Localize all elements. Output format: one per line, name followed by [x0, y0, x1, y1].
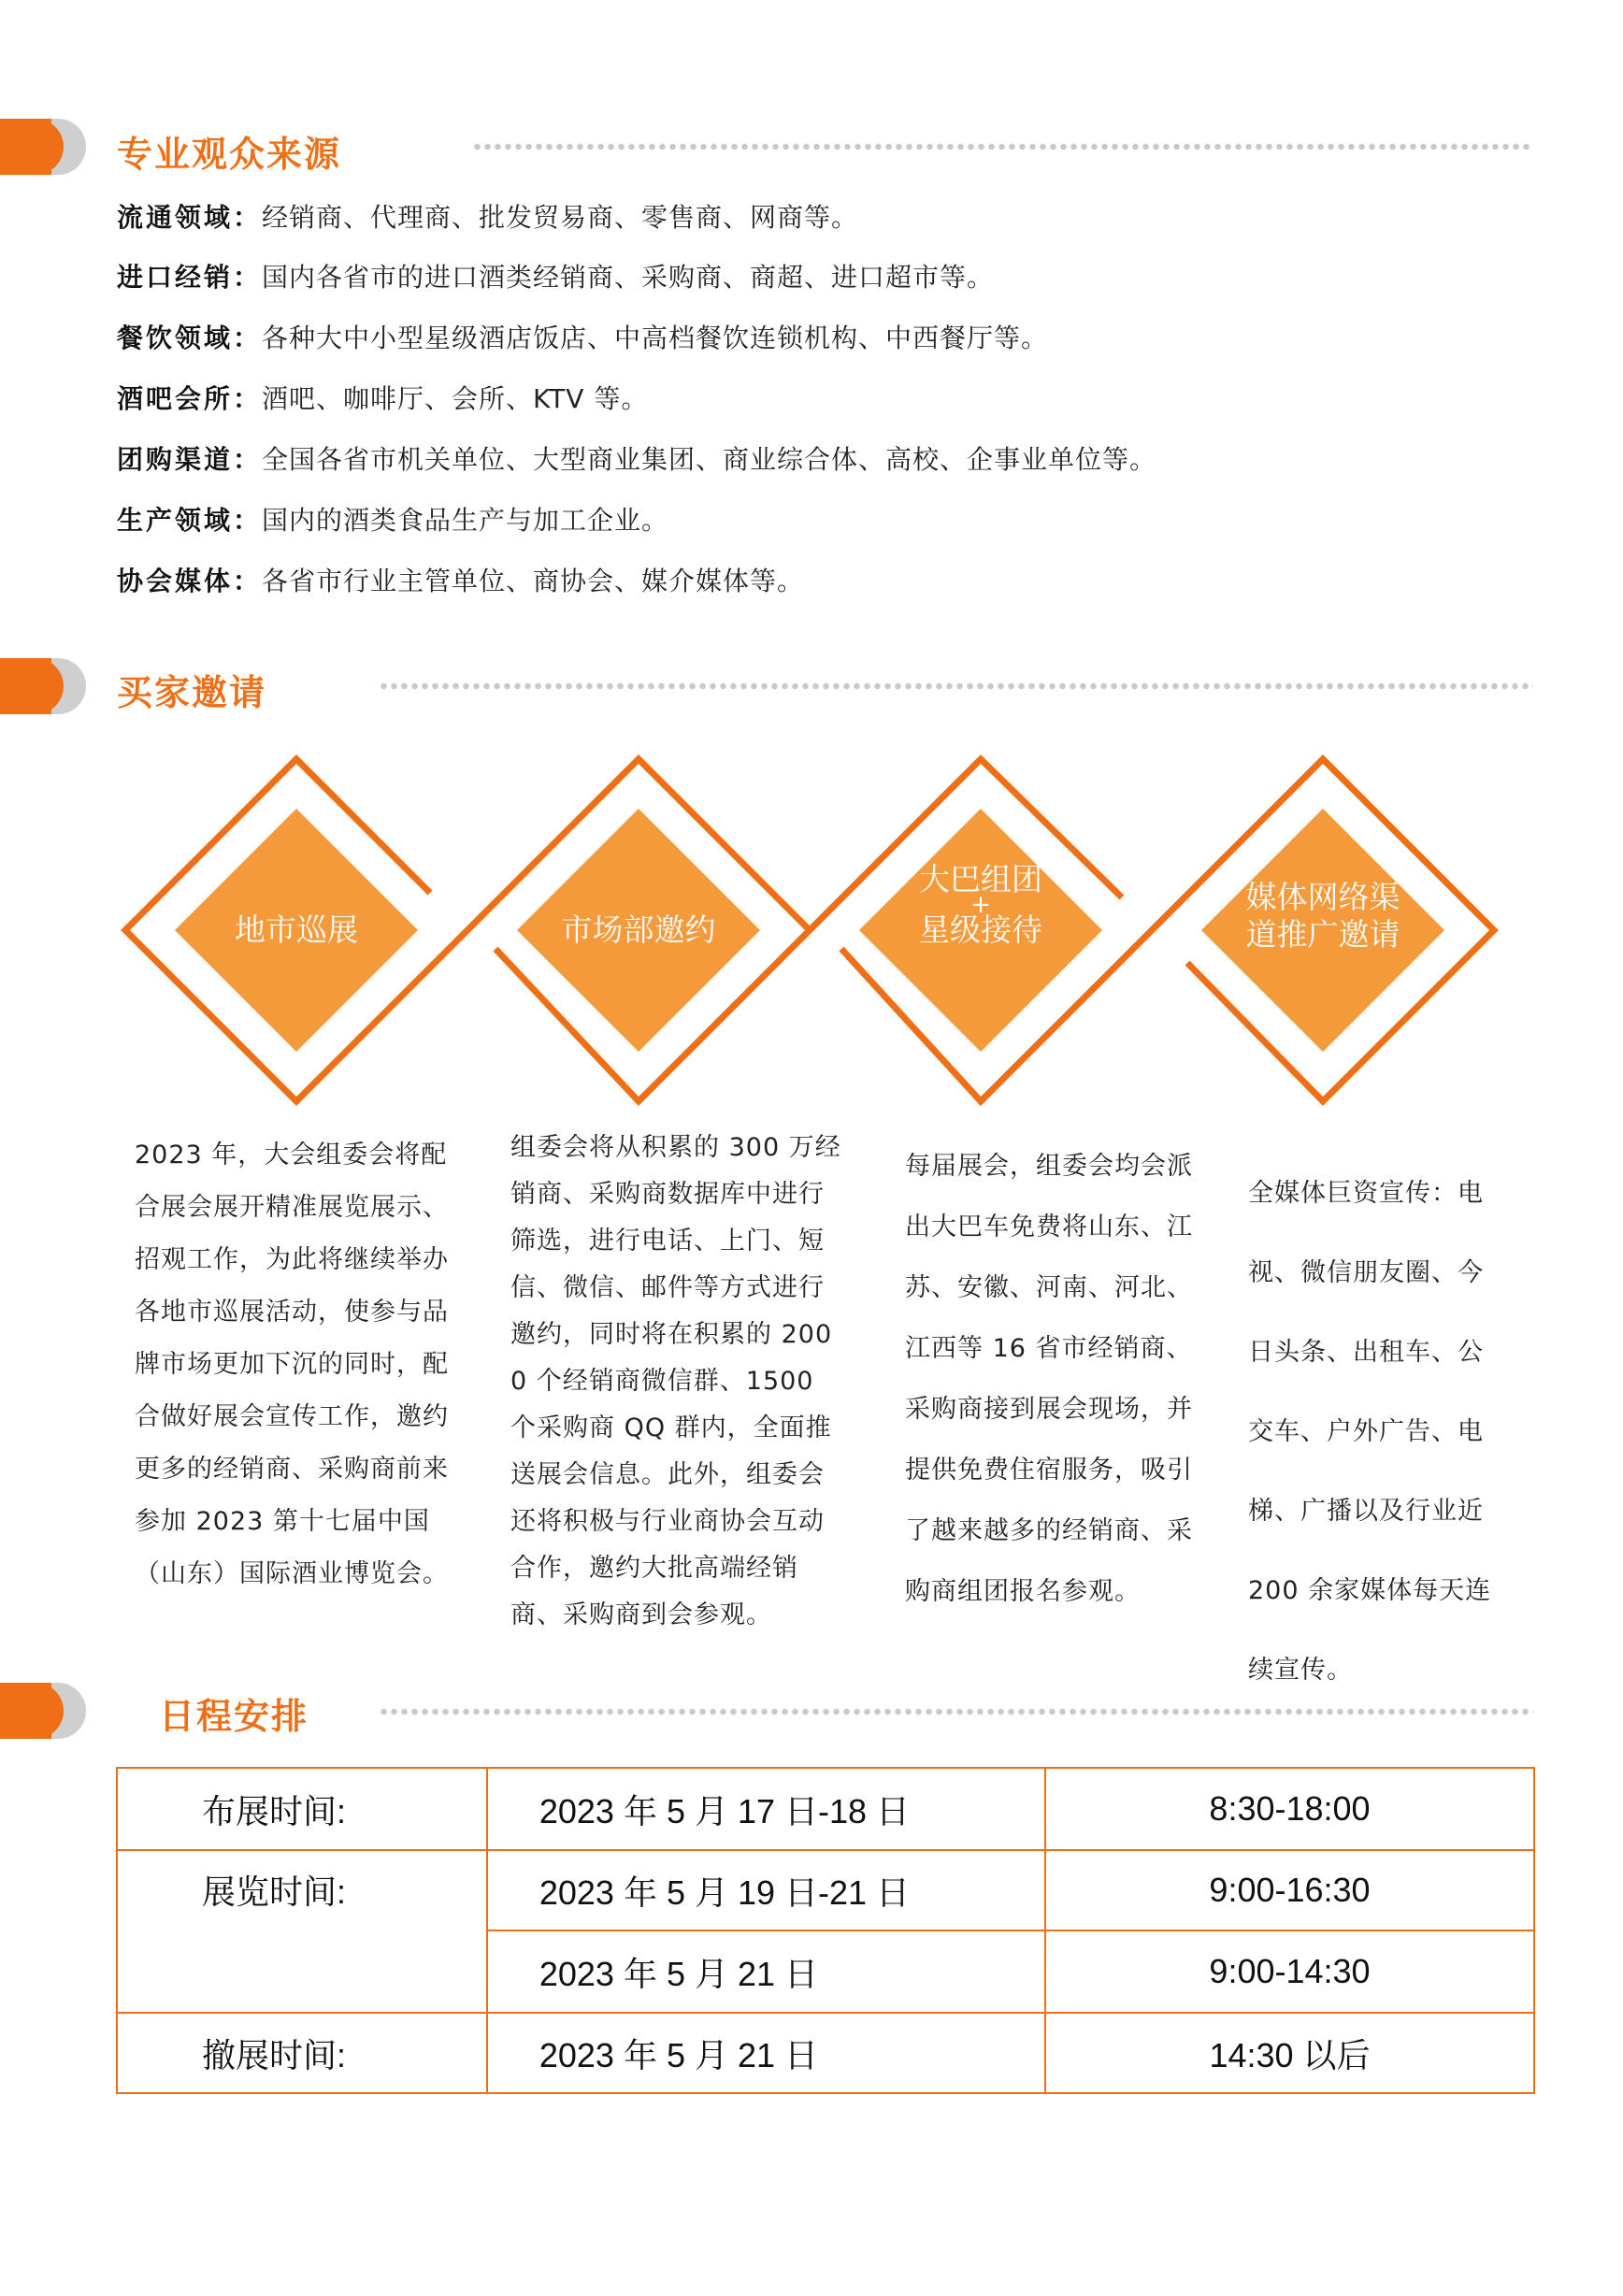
- invite-desc-4: 全媒体巨资宣传：电视、微信朋友圈、今日头条、出租车、公交车、户外广告、电梯、广播以及行业近 200 余家媒体每天连续宣传。: [1248, 1179, 1492, 1685]
- section-title-invite: 买家邀请: [117, 672, 267, 713]
- audience-label: 协会媒体：: [117, 566, 263, 596]
- setup-time: 8:30-18:00: [1045, 1768, 1534, 1850]
- teardown-date: 2023 年 5 月 21 日: [487, 2013, 1045, 2093]
- invite-desc-3: 每届展会，组委会均会派出大巴车免费将山东、江苏、安徽、河南、河北、江西等 16 省市经销商、采购商接到展会现场，并提供免费住宿服务，吸引了越来越多的经销商、采购商组团报名参观。: [905, 1152, 1193, 1606]
- audience-row: [117, 502, 668, 539]
- audience-row: [117, 320, 1048, 357]
- invite-label-4: [1220, 879, 1426, 954]
- exhibit-time-2: 9:00-14:30: [1045, 1930, 1534, 2013]
- invite-desc-1: 2023 年，大会组委会将配合展会展开精准展览展示、招观工作，为此将继续举办各地市巡展活动，使参与品牌市场更加下沉的同时，配合做好展会宣传工作，邀约更多的经销商、采购商前来参加 2023 第十七届中国（山东）国际酒业博览会。: [135, 1141, 449, 1588]
- invite-label-1: 地市巡展: [235, 911, 358, 948]
- audience-text: 酒吧、咖啡厅、会所、KTV 等。: [262, 383, 649, 414]
- audience-text: 国内的酒类食品生产与加工企业。: [262, 505, 669, 536]
- audience-text: 国内各省市的进口酒类经销商、采购商、商超、进口超市等。: [262, 262, 995, 293]
- section-divider-schedule: [379, 1708, 1533, 1715]
- exhibit-date-1: 2023 年 5 月 19 日-21 日: [487, 1850, 1045, 1930]
- setup-label: 布展时间:: [117, 1768, 487, 1850]
- section-marker-invite: [0, 658, 86, 714]
- audience-text: 全国各省市机关单位、大型商业集团、商业综合体、高校、企事业单位等。: [262, 444, 1157, 475]
- table-row: [117, 1768, 1534, 1850]
- table-row: [117, 1850, 1534, 1930]
- schedule-table: [116, 1767, 1535, 2094]
- exhibit-time-1: 9:00-16:30: [1045, 1850, 1534, 1930]
- setup-date: 2023 年 5 月 17 日-18 日: [487, 1768, 1045, 1850]
- section-divider-audience: [472, 143, 1533, 151]
- invite-label-2: 市场部邀约: [561, 911, 716, 948]
- audience-text: 各种大中小型星级酒店饭店、中高档餐饮连锁机构、中西餐厅等。: [262, 323, 1049, 353]
- invite-label-4-line2: 道推广邀请: [1245, 916, 1400, 953]
- teardown-time: 14:30 以后: [1045, 2013, 1534, 2093]
- audience-label: 团购渠道：: [117, 444, 263, 475]
- teardown-label: 撤展时间:: [117, 2013, 487, 2093]
- audience-row: [117, 259, 994, 296]
- audience-row: [117, 441, 1156, 479]
- invite-label-3-line1: 大巴组团: [919, 861, 1042, 897]
- invite-label-3: [878, 861, 1084, 948]
- section-title-schedule: 日程安排: [159, 1696, 309, 1737]
- exhibit-label: 展览时间:: [117, 1850, 487, 2013]
- audience-text: 各省市行业主管单位、商协会、媒介媒体等。: [262, 566, 805, 596]
- table-row: [117, 2013, 1534, 2093]
- audience-label: 流通领域：: [117, 202, 263, 233]
- invite-desc-2: 组委会将从积累的 300 万经销商、采购商数据库中进行筛选，进行电话、上门、短信、微信、邮件等方式进行邀约，同时将在积累的 2000 个经销商微信群、1500 个采购商 QQ 群内，全面推送展会信息。此外，组委会还将积极与行业商协会互动合作，邀约大批高端经销商、采购商到会参观。: [510, 1133, 841, 1629]
- section-divider-invite: [379, 682, 1533, 690]
- audience-row: [117, 563, 804, 600]
- audience-label: 酒吧会所：: [117, 383, 263, 414]
- audience-label: 生产领域：: [117, 505, 263, 536]
- section-title-audience: 专业观众来源: [117, 134, 342, 175]
- invite-label-4-line1: 媒体网络渠: [1245, 879, 1400, 915]
- invite-label-3-line2: 星级接待: [919, 911, 1042, 948]
- section-marker-schedule: [0, 1683, 86, 1739]
- audience-row: [117, 380, 648, 418]
- section-marker-audience: [0, 119, 86, 175]
- audience-text: 经销商、代理商、批发贸易商、零售商、网商等。: [262, 202, 859, 233]
- audience-label: 餐饮领域：: [117, 323, 263, 353]
- exhibit-date-2: 2023 年 5 月 21 日: [487, 1930, 1045, 2013]
- invite-label-3-plus: +: [970, 891, 991, 919]
- audience-label: 进口经销：: [117, 262, 263, 293]
- audience-row: [117, 199, 858, 237]
